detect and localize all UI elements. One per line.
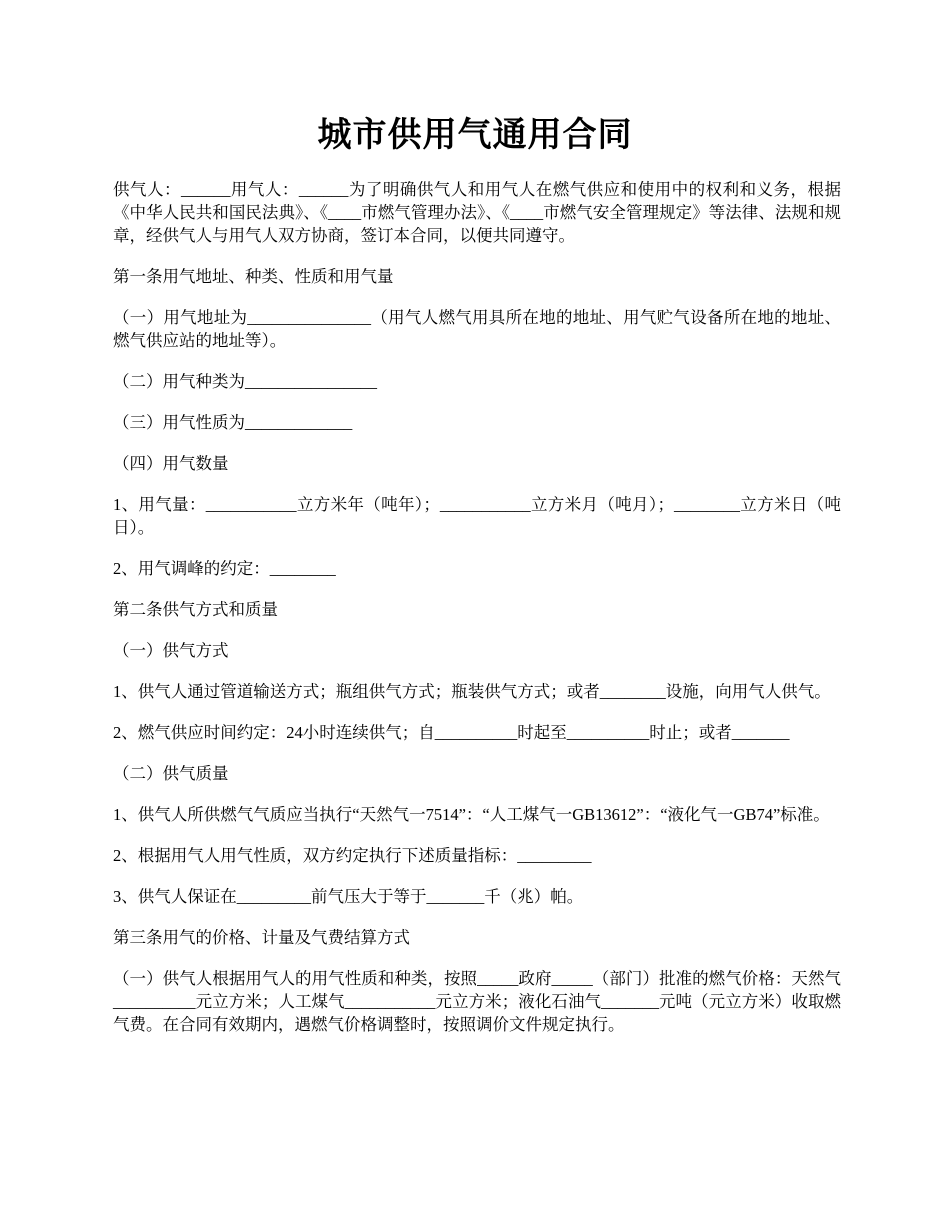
- article-2-heading: 第二条供气方式和质量: [113, 600, 278, 619]
- clause-2-1: （一）供气方式: [113, 641, 229, 660]
- clause-2-2-2: 2、根据用气人用气性质，双方约定执行下述质量指标：_________: [113, 846, 592, 865]
- clause-1-4-1: 1、用气量：___________立方米年（吨年）；___________立方米月（吨月）；________立方米日（吨日）。: [113, 495, 841, 537]
- preamble-paragraph: 供气人：______用气人：______为了明确供气人和用气人在燃气供应和使用中的权利和义务，根据《中华人民共和国民法典》、《____市燃气管理办法》、《____市燃气安全管理规定》等法律、法规和规章，经供气人与用气人双方协商，签订本合同，以便共同遵守。: [113, 180, 841, 245]
- clause-3-1: （一）供气人根据用气人的用气性质和种类，按照_____政府_____（部门）批准的燃气价格：天然气__________元立方米；人工煤气___________元立方米；液化石油气_______元吨（元立方米）收取燃气费。在合同有效期内，遇燃气价格调整时，按照调价文件规定执行。: [113, 969, 841, 1034]
- clause-2-2-1: 1、供气人所供燃气气质应当执行“天然气一7514”：“人工煤气一GB13612”：“液化气一GB74”标准。: [113, 805, 830, 824]
- clause-2-1-1: 1、供气人通过管道输送方式；瓶组供气方式；瓶装供气方式；或者________设施，向用气人供气。: [113, 682, 831, 701]
- article-3-heading: 第三条用气的价格、计量及气费结算方式: [113, 928, 410, 947]
- clause-1-2: （二）用气种类为________________: [113, 372, 377, 391]
- document-title: 城市供用气通用合同: [317, 117, 633, 154]
- clause-2-2-3: 3、供气人保证在_________前气压大于等于_______千（兆）帕。: [113, 887, 584, 906]
- clause-2-2: （二）供气质量: [113, 764, 229, 783]
- article-1-heading: 第一条用气地址、种类、性质和用气量: [113, 267, 394, 286]
- clause-1-4-2: 2、用气调峰的约定：________: [113, 559, 336, 578]
- clause-1-4: （四）用气数量: [113, 454, 229, 473]
- document-body: [113, 178, 841, 1054]
- clause-2-1-2: 2、燃气供应时间约定：24小时连续供气；自__________时起至__________时止；或者_______: [113, 723, 790, 742]
- clause-1-1: （一）用气地址为_______________（用气人燃气用具所在地的地址、用气贮气设备所在地的地址、燃气供应站的地址等）。: [113, 308, 841, 350]
- clause-1-3: （三）用气性质为_____________: [113, 413, 353, 432]
